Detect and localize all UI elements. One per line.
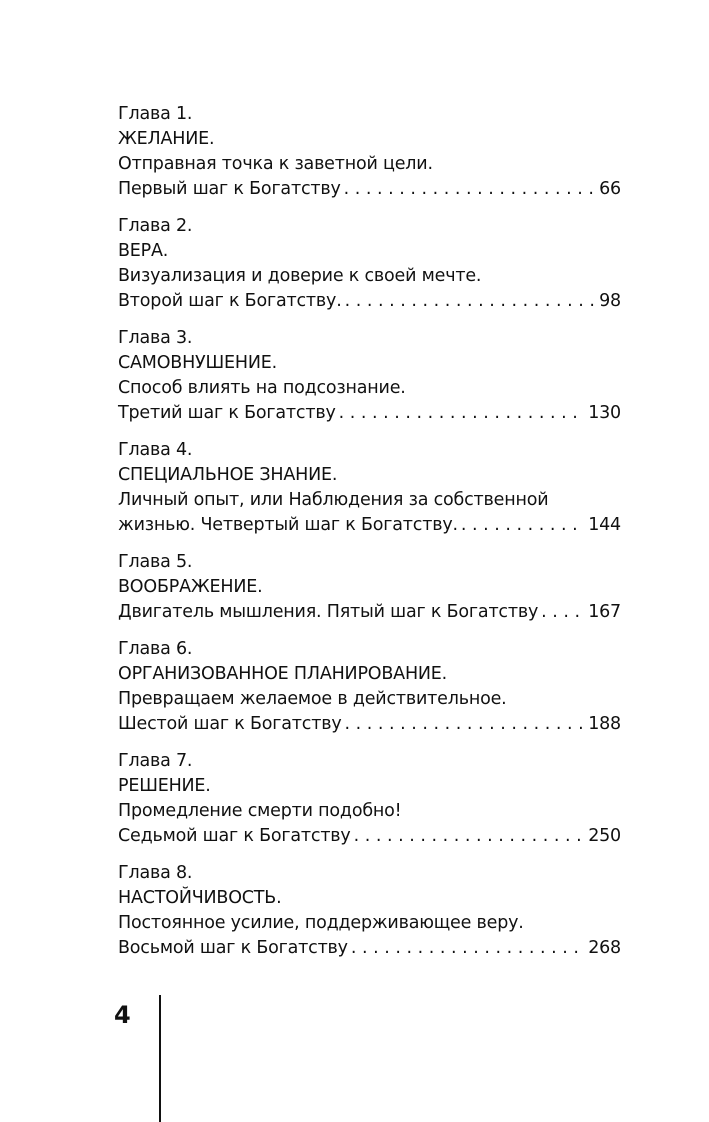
chapter-subtitle: Личный опыт, или Наблюдения за собственной: [118, 490, 549, 510]
page-number: 188: [588, 714, 621, 734]
chapter-step-text: Первый шаг к Богатству: [118, 179, 341, 199]
chapter-title: ВООБРАЖЕНИЕ.: [118, 577, 263, 597]
toc-entry-chapter-2: [118, 214, 621, 314]
chapter-title: НАСТОЙЧИВОСТЬ.: [118, 888, 282, 908]
toc-entry-chapter-5: [118, 550, 621, 625]
dot-leader: [344, 712, 584, 737]
chapter-title: САМОВНУШЕНИЕ.: [118, 353, 277, 373]
table-of-contents: [118, 102, 621, 973]
dot-leader: [461, 513, 584, 538]
chapter-step-text: жизнью. Четвертый шаг к Богатству.: [118, 515, 458, 535]
page-number: 130: [588, 403, 621, 423]
chapter-number: Глава 7.: [118, 751, 193, 771]
chapter-step-text: Второй шаг к Богатству.: [118, 291, 342, 311]
chapter-subtitle: Постоянное усилие, поддерживающее веру.: [118, 913, 524, 933]
chapter-title: ВЕРА.: [118, 241, 169, 261]
dot-leader: [354, 824, 585, 849]
page-number: 98: [599, 291, 621, 311]
chapter-step-text: Восьмой шаг к Богатству: [118, 938, 348, 958]
toc-entry-chapter-4: [118, 438, 621, 538]
chapter-number: Глава 8.: [118, 863, 193, 883]
folio-vertical-rule: [159, 995, 161, 1122]
chapter-number: Глава 1.: [118, 104, 193, 124]
chapter-number: Глава 2.: [118, 216, 193, 236]
toc-entry-chapter-7: [118, 749, 621, 849]
dot-leader: [344, 177, 595, 202]
toc-leader-line: [118, 824, 621, 849]
chapter-number: Глава 6.: [118, 639, 193, 659]
toc-leader-line: [118, 177, 621, 202]
chapter-subtitle: Промедление смерти подобно!: [118, 801, 402, 821]
dot-leader: [541, 600, 584, 625]
page-number: 167: [588, 602, 621, 622]
chapter-title: ЖЕЛАНИЕ.: [118, 129, 215, 149]
chapter-step-text: Седьмой шаг к Богатству: [118, 826, 351, 846]
dot-leader: [351, 936, 584, 961]
chapter-number: Глава 3.: [118, 328, 193, 348]
chapter-number: Глава 5.: [118, 552, 193, 572]
chapter-subtitle: Способ влиять на подсознание.: [118, 378, 406, 398]
dot-leader: [345, 289, 596, 314]
toc-entry-chapter-1: [118, 102, 621, 202]
toc-entry-chapter-3: [118, 326, 621, 426]
toc-leader-line: [118, 513, 621, 538]
toc-entry-chapter-6: [118, 637, 621, 737]
page-number: 66: [599, 179, 621, 199]
toc-leader-line: [118, 712, 621, 737]
toc-leader-line: [118, 401, 621, 426]
chapter-subtitle: Отправная точка к заветной цели.: [118, 154, 433, 174]
chapter-subtitle: Превращаем желаемое в действительное.: [118, 689, 507, 709]
page-number: 250: [588, 826, 621, 846]
chapter-step-text: Двигатель мышления. Пятый шаг к Богатству: [118, 602, 539, 622]
chapter-subtitle: Визуализация и доверие к своей мечте.: [118, 266, 482, 286]
chapter-number: Глава 4.: [118, 440, 193, 460]
toc-entry-chapter-8: [118, 861, 621, 961]
chapter-title: РЕШЕНИЕ.: [118, 776, 211, 796]
page-number: 268: [588, 938, 621, 958]
toc-leader-line: [118, 600, 621, 625]
toc-leader-line: [118, 289, 621, 314]
page-number: 144: [588, 515, 621, 535]
chapter-title: СПЕЦИАЛЬНОЕ ЗНАНИЕ.: [118, 465, 338, 485]
dot-leader: [339, 401, 585, 426]
chapter-title: ОРГАНИЗОВАННОЕ ПЛАНИРОВАНИЕ.: [118, 664, 448, 684]
folio-page-number: 4: [114, 1001, 131, 1029]
toc-leader-line: [118, 936, 621, 961]
chapter-step-text: Третий шаг к Богатству: [118, 403, 336, 423]
chapter-step-text: Шестой шаг к Богатству: [118, 714, 342, 734]
